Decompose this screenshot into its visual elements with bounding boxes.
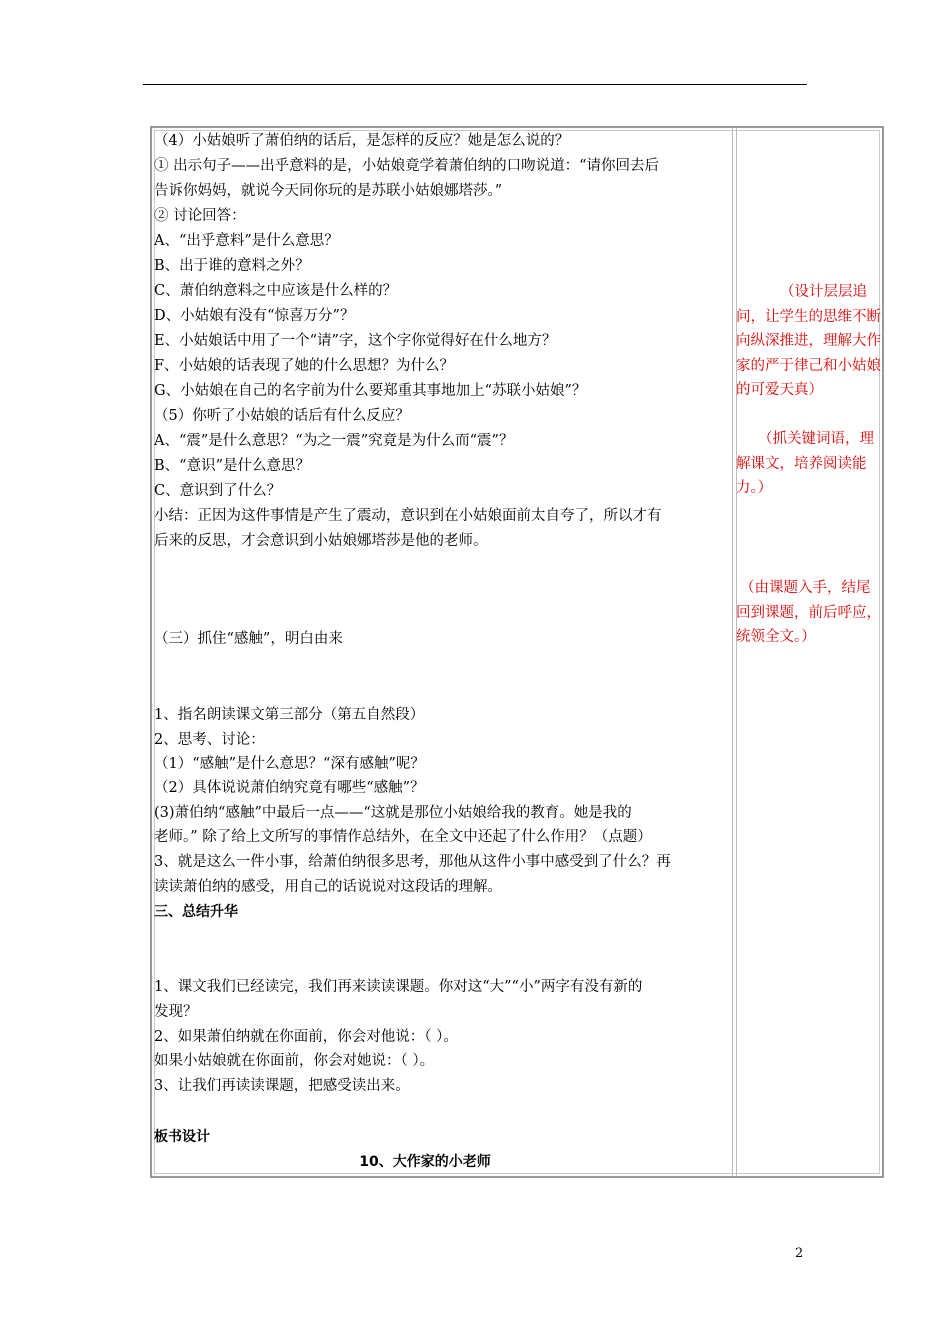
lesson-text-line: （5）你听了小姑娘的话后有什么反应？ (154, 408, 410, 424)
lesson-text-line: 如果小姑娘就在你面前，你会对她说：（ ）。 (154, 1053, 435, 1069)
lesson-text-line: ① 出示句子——出乎意料的是，小姑娘竟学着萧伯纳的口吻说道：“请你回去后 (154, 158, 660, 174)
design-note: （设计层层追问，让学生的思维不断向纵深推进，理解大作家的严于律己和小姑娘的可爱天真） (736, 284, 881, 399)
lesson-text-line: (3)萧伯纳“感触”中最后一点——“这就是那位小姑娘给我的教育。她是我的 (154, 805, 632, 821)
section-heading-summary: 三、总结升华 (154, 904, 238, 920)
lesson-text-line: E、小姑娘话中用了一个“请”字，这个字你觉得好在什么地方？ (154, 333, 557, 349)
lesson-text-line: 读读萧伯纳的感受，用自己的话说说对这段话的理解。 (154, 879, 502, 895)
lesson-text-line: 1、指名朗读课文第三部分（第五自然段） (154, 707, 425, 723)
lesson-text-line: C、萧伯纳意料之中应该是什么样的？ (154, 283, 398, 299)
lesson-text-line: F、小姑娘的话表现了她的什么思想？为什么？ (154, 358, 455, 374)
header-rule (143, 84, 807, 85)
lesson-text-line: 发现？ (154, 1004, 198, 1020)
lesson-text-line: G、小姑娘在自己的名字前为什么要郑重其事地加上“苏联小姑娘”？ (154, 383, 587, 399)
lesson-text-line: B、出于谁的意料之外？ (154, 258, 310, 274)
lesson-text-line: D、小姑娘有没有“惊喜万分”？ (154, 308, 355, 324)
lesson-text-line: 告诉你妈妈，就说今天同你玩的是苏联小姑娘娜塔莎。” (154, 183, 503, 199)
design-note: （抓关键词语，理解课文，培养阅读能力。） (736, 431, 874, 497)
design-note: （由课题入手，结尾回到课题，前后呼应，统领全文。） (736, 580, 881, 646)
lesson-text-line: （1）“感触”是什么意思？“深有感触”呢？ (154, 756, 425, 772)
lesson-text-line: C、意识到了什么？ (154, 483, 282, 499)
lesson-text-line: （4）小姑娘听了萧伯纳的话后，是怎样的反应？她是怎么说的？ (154, 133, 570, 149)
lesson-text-line: 后来的反思，才会意识到小姑娘娜塔莎是他的老师。 (154, 533, 488, 549)
lesson-text-line: A、“震”是什么意思？“为之一震”究竟是为什么而“震”？ (154, 433, 514, 449)
board-design-title: 10、大作家的小老师 (359, 1154, 491, 1170)
lesson-text-line: 3、让我们再读读课题，把感受读出来。 (154, 1078, 410, 1094)
lesson-text-line: ② 讨论回答： (154, 208, 246, 224)
lesson-text-line: 老师。” 除了给上文所写的事情作总结外，在全文中还起了什么作用？（点题） (154, 829, 652, 845)
lesson-text-line: 小结：正因为这件事情是产生了震动，意识到在小姑娘面前太自夸了，所以才有 (154, 508, 662, 524)
design-notes-column (736, 127, 882, 1177)
lesson-text-line: （三）抓住“感触”，明白由来 (154, 631, 343, 647)
lesson-text-line: 3、就是这么一件小事，给萧伯纳很多思考，那他从这件小事中感受到了什么？再 (154, 854, 671, 870)
lesson-text-line: A、“出乎意料”是什么意思？ (154, 233, 339, 249)
lesson-text-line: B、“意识”是什么意思？ (154, 458, 310, 474)
board-design-heading: 板书设计 (154, 1129, 210, 1145)
page-number: 2 (795, 1246, 804, 1261)
lesson-text-line: 2、思考、讨论： (154, 732, 265, 748)
lesson-text-line: 1、课文我们已经读完，我们再来读读课题。你对这“大”“小”两字有没有新的 (154, 979, 643, 995)
lesson-text-line: （2）具体说说萧伯纳究竟有哪些“感触”？ (154, 780, 425, 796)
lesson-content-column (152, 127, 736, 1177)
lesson-text-line: 2、如果萧伯纳就在你面前，你会对他说：（ ）。 (154, 1029, 458, 1045)
